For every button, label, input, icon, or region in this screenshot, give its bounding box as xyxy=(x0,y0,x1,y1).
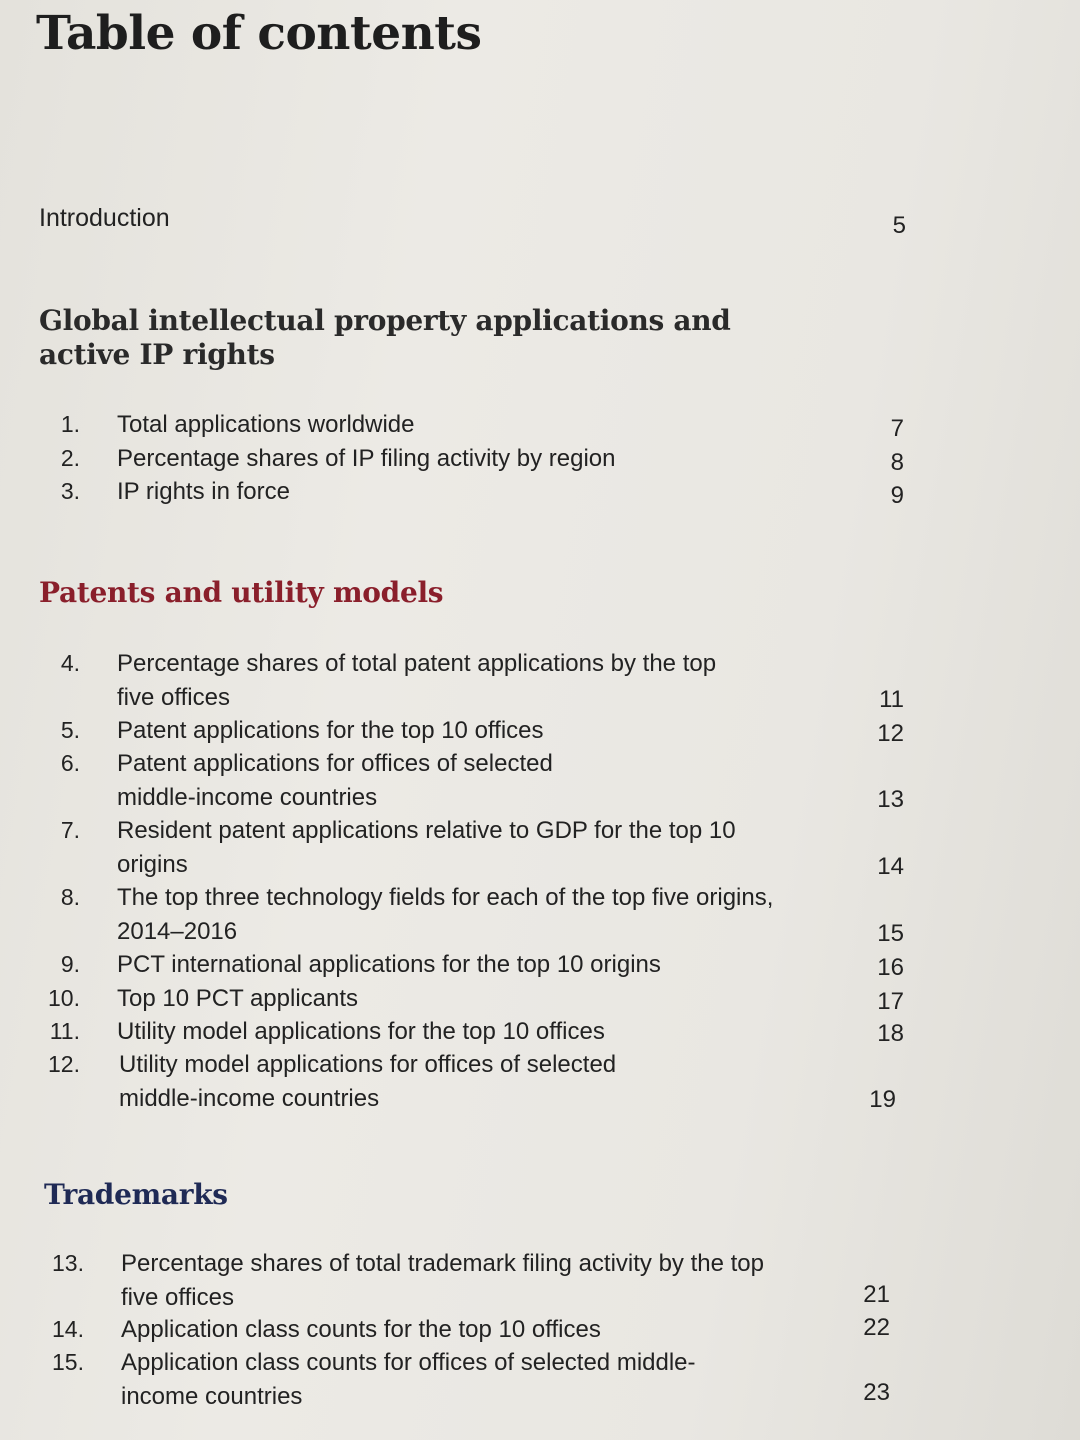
toc-entry-number: 11. xyxy=(49,1018,80,1044)
toc-entry-page: 21 xyxy=(863,1281,890,1308)
toc-entry-title: Application class counts for the top 10 offices xyxy=(121,1316,601,1343)
toc-entry-number: 2. xyxy=(60,445,80,471)
toc-entry-title: The top three technology fields for each of the top five origins, 2014–2016 xyxy=(117,884,774,945)
toc-entry-page: 7 xyxy=(890,415,904,442)
toc-entry-page: 9 xyxy=(890,482,904,509)
toc-entry-page: 13 xyxy=(877,786,904,813)
toc-entry-title: Utility model applications for the top 10 offices xyxy=(117,1018,605,1045)
toc-entry-title: Percentage shares of IP filing activity by region xyxy=(117,445,616,472)
section-title-trademarks: Trademarks xyxy=(44,1178,228,1211)
toc-entry-page: 22 xyxy=(863,1314,890,1341)
toc-entry-title: Top 10 PCT applicants xyxy=(117,985,359,1012)
toc-entry-number: 8. xyxy=(60,884,80,910)
toc-entry-page: 23 xyxy=(863,1379,890,1406)
toc-entry-number: 4. xyxy=(60,650,80,676)
toc-entry-title: IP rights in force xyxy=(117,478,290,505)
toc-entry-number: 15. xyxy=(52,1349,84,1375)
section-title-patents: Patents and utility models xyxy=(39,576,444,609)
toc-entry-number: 14. xyxy=(52,1316,84,1342)
toc-entry-title: Application class counts for offices of selected middle-income countries xyxy=(121,1349,696,1410)
toc-entry-number: 13. xyxy=(52,1250,84,1276)
toc-entry-number: 12. xyxy=(48,1051,80,1077)
toc-entry-page: 18 xyxy=(877,1020,904,1047)
toc-entry-title: Resident patent applications relative to GDP for the top 10 origins xyxy=(117,817,736,878)
toc-entry-page: 8 xyxy=(890,449,904,476)
toc-entry-number: 1. xyxy=(60,411,80,437)
toc-entry-title: Total applications worldwide xyxy=(117,411,415,438)
toc-entry-number: 7. xyxy=(60,817,80,843)
toc-entry-page: 12 xyxy=(877,720,904,747)
page-title: Table of contents xyxy=(36,6,482,61)
toc-entry-number: 6. xyxy=(60,750,80,776)
toc-entry-page: 15 xyxy=(877,920,904,947)
toc-entry-title: Patent applications for offices of selected middle-income countries xyxy=(117,750,553,811)
toc-entry-title: PCT international applications for the top 10 origins xyxy=(117,951,661,978)
toc-entry-title: Utility model applications for offices of selected middle-income countries xyxy=(119,1051,617,1112)
intro-page-number: 5 xyxy=(892,212,906,239)
section-title-global-ip: Global intellectual property applications and active IP rights xyxy=(39,304,731,371)
toc-entry-title: Percentage shares of total trademark filing activity by the top five offices xyxy=(121,1250,764,1311)
toc-entry-page: 19 xyxy=(869,1086,896,1113)
intro-label: Introduction xyxy=(39,204,170,232)
toc-entry-number: 5. xyxy=(60,717,80,743)
toc-entry-number: 10. xyxy=(48,985,80,1011)
toc-entry-page: 16 xyxy=(877,954,904,981)
toc-entry-number: 3. xyxy=(60,478,80,504)
toc-entry-number: 9. xyxy=(60,951,80,977)
toc-entry-title: Patent applications for the top 10 offices xyxy=(117,717,544,744)
toc-entry-page: 17 xyxy=(877,988,904,1015)
toc-entry-page: 14 xyxy=(877,853,904,880)
toc-entry-page: 11 xyxy=(879,686,904,713)
toc-entry-title: Percentage shares of total patent applications by the top five offices xyxy=(117,650,717,711)
